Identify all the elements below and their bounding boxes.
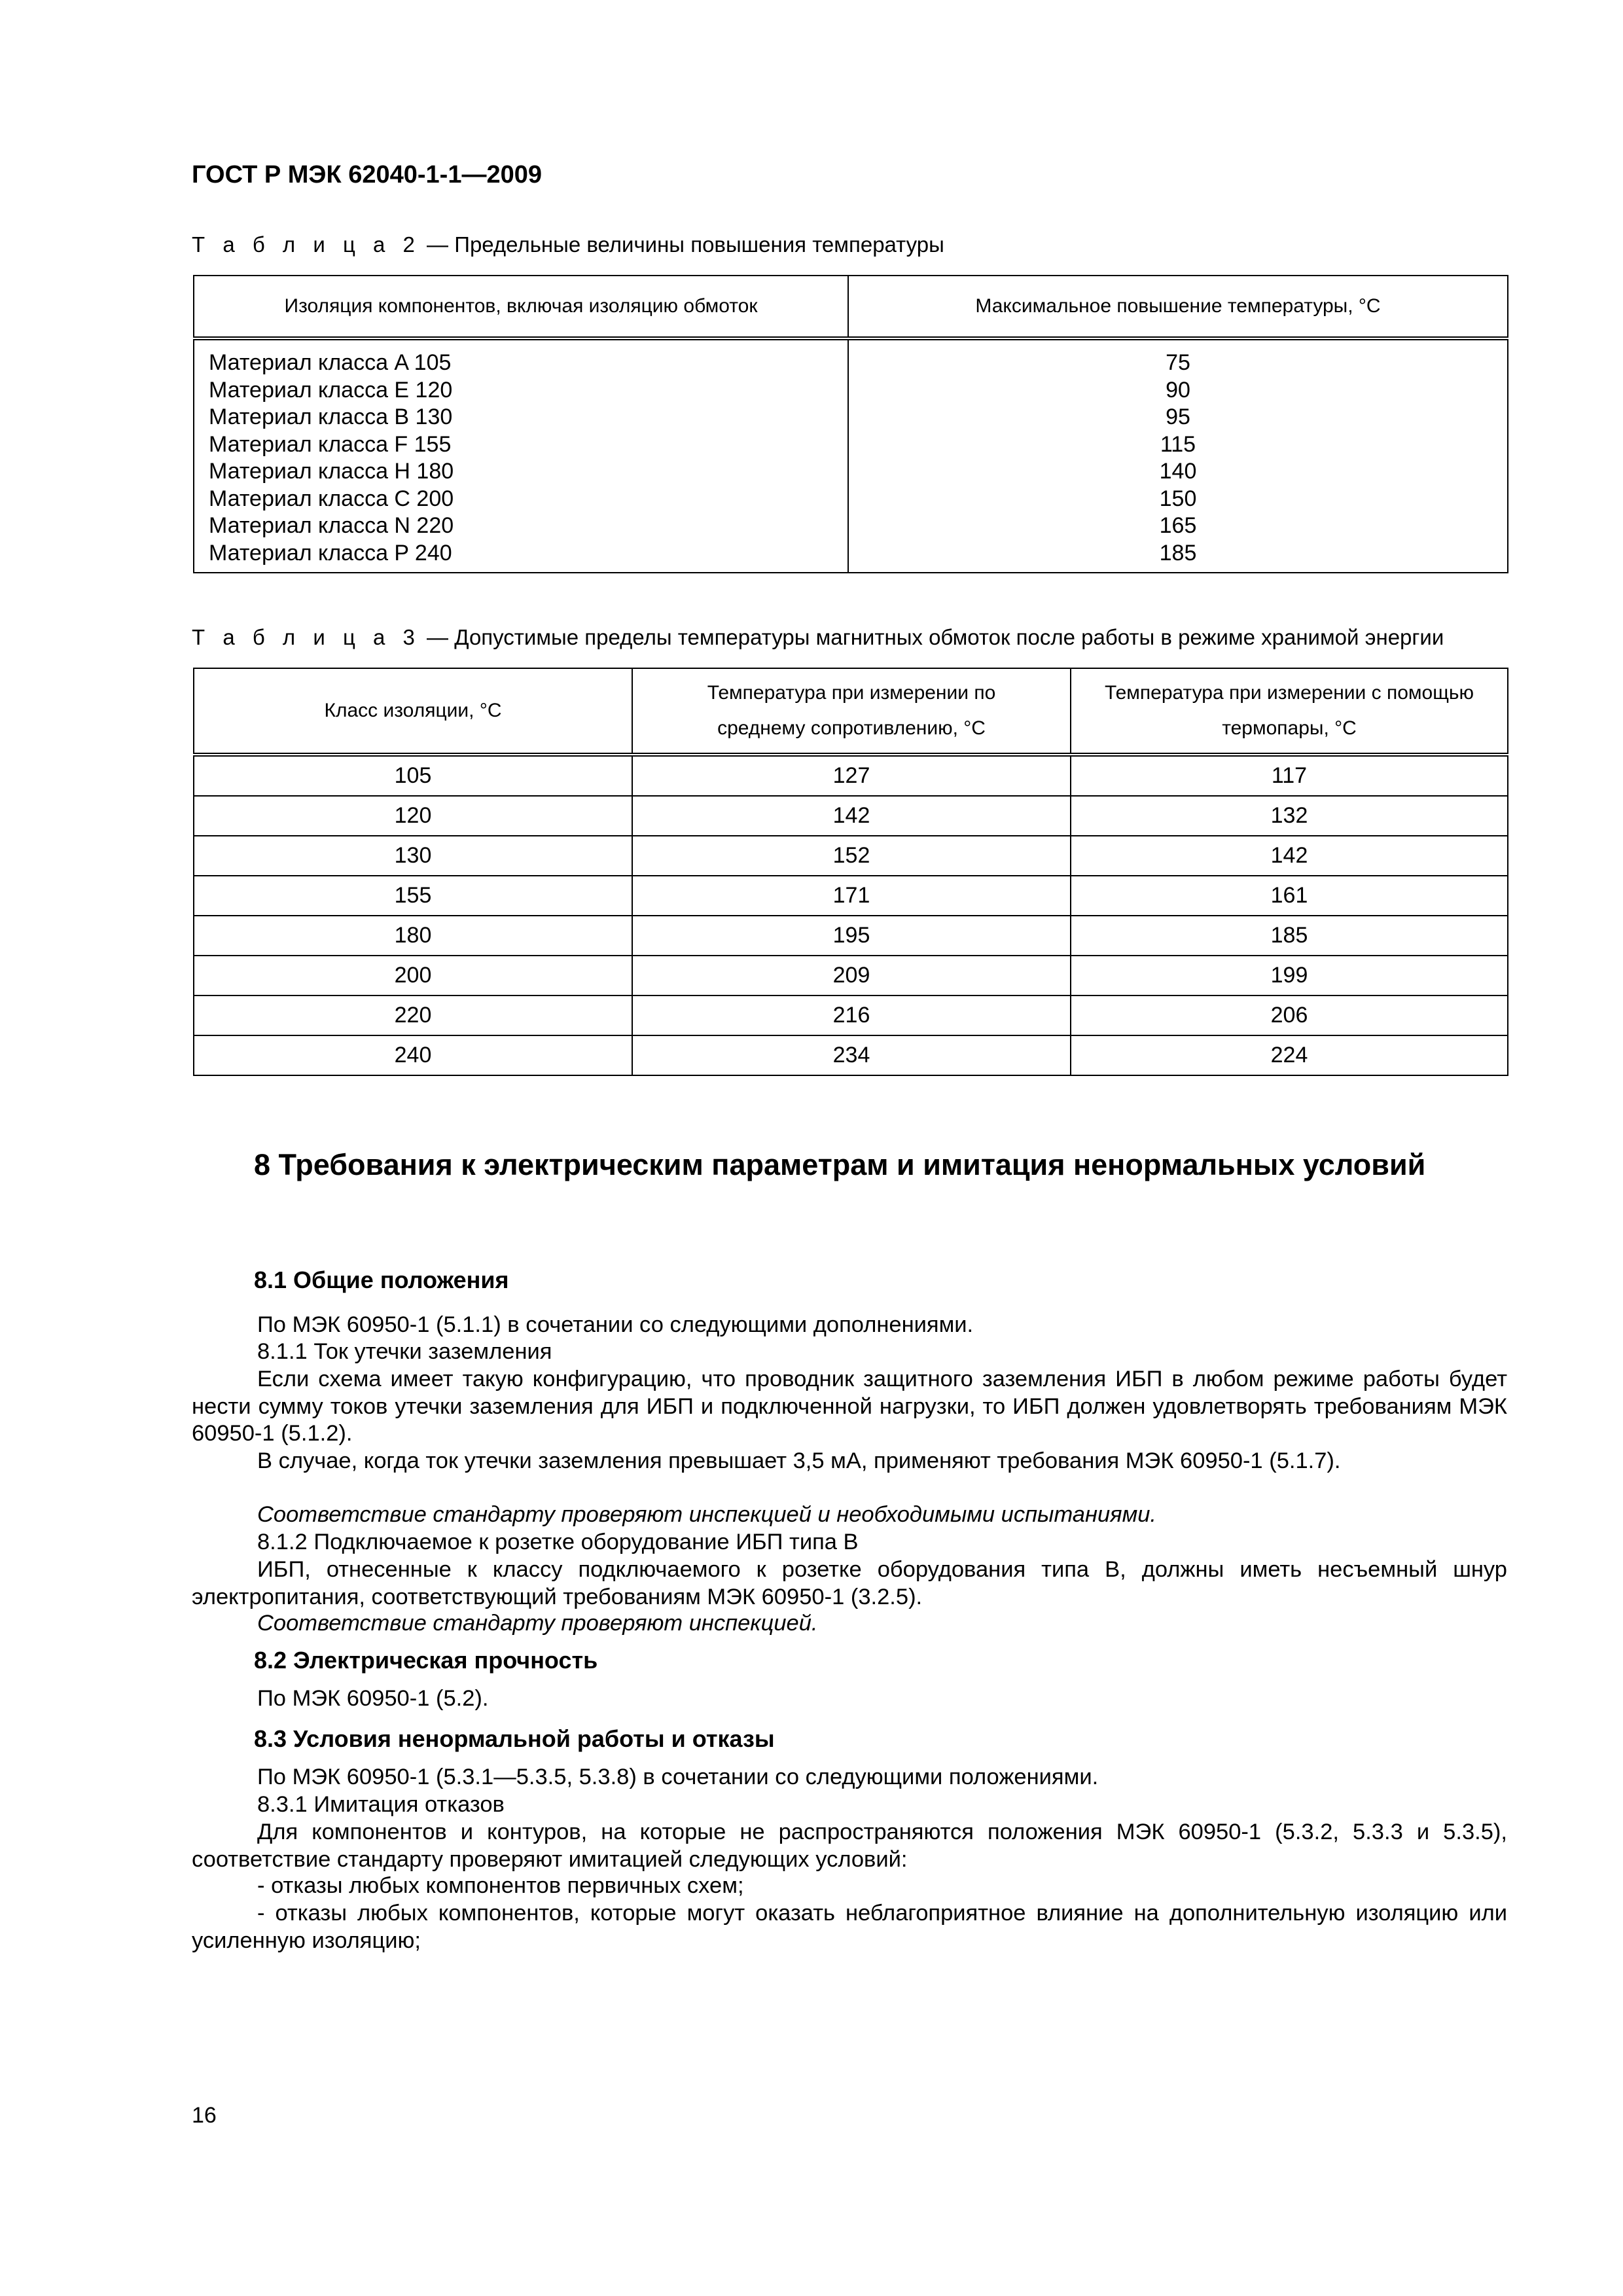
table-cell: 120 [194,796,632,836]
paragraph-text: ИБП, отнесенные к классу подключаемого к розетке оборудования типа B, должны иметь несъемный шнур электропитания, соответствующий требованиям МЭК 60950-1 (3.2.5). [192,1557,1507,1609]
table2-header-row [194,276,1508,338]
table2-col-max-rise: Максимальное повышение температуры, °С [848,276,1508,338]
section-8-1-intro: По МЭК 60950-1 (5.1.1) в сочетании со следующими дополнениями. [257,1312,974,1337]
table-cell: 180 [194,916,632,956]
table2-caption-text: — Предельные величины повышения температуры [420,232,944,257]
table-cell: Материал класса E 120 [209,377,453,403]
paragraph-text: Для компонентов и контуров, на которые не распространяются положения МЭК 60950-1 (5.3.2, 5.3.3 и 5.3.5), соответствие стандарту проверяют имитацией следующих условий: [192,1820,1507,1872]
table-cell: Материал класса H 180 [209,459,454,484]
table-cell: Материал класса B 130 [209,404,453,429]
table-cell: 95 [1166,404,1190,429]
page-number: 16 [192,2103,217,2128]
table-cell: 115 [1160,431,1196,457]
table-cell: 150 [1159,486,1197,511]
section-8-3-1-heading: 8.3.1 Имитация отказов [257,1792,505,1817]
table-cell: 209 [632,956,1071,996]
table3 [193,668,1508,1076]
table-row [194,1035,1508,1075]
table-cell: 224 [1071,1035,1508,1075]
table-cell: 105 [194,755,632,796]
table-cell: 132 [1071,796,1508,836]
table3-col-thermocouple: Температура при измерении с помощью термопары, °С [1071,668,1508,755]
table2 [193,275,1508,573]
table-cell: 216 [632,996,1071,1035]
table-row [194,796,1508,836]
table3-header-row [194,668,1508,755]
table2-body-row [194,338,1508,573]
section-8-2-text: По МЭК 60950-1 (5.2). [257,1686,489,1711]
table-cell: 234 [632,1035,1071,1075]
table3-col-resistance: Температура при измерении по среднему сопротивлению, °С [632,668,1071,755]
table-cell: Материал класса F 155 [209,431,452,457]
table2-materials-cell [194,338,848,573]
table3-caption-text: — Допустимые пределы температуры магнитных обмоток после работы в режиме хранимой энергии [420,625,1444,649]
section-8-1-1-compliance-note: Соответствие стандарту проверяют инспекцией и необходимыми испытаниями. [257,1502,1157,1527]
table-cell: 240 [194,1035,632,1075]
table-cell: 161 [1071,876,1508,916]
table2-col-insulation: Изоляция компонентов, включая изоляцию обмоток [194,276,848,338]
table-cell: 75 [1166,350,1190,375]
table-cell: 155 [194,876,632,916]
section-8-1-1-heading: 8.1.1 Ток утечки заземления [257,1339,552,1364]
table-cell: Материал класса N 220 [209,513,454,538]
section-8-2-heading: 8.2 Электрическая прочность [254,1647,598,1674]
table-cell: 185 [1071,916,1508,956]
section-8-1-1-paragraph-2 [192,1448,1507,1475]
table-cell: 220 [194,996,632,1035]
table-row [194,916,1508,956]
table-cell: Материал класса A 105 [209,350,452,375]
paragraph-text: - отказы любых компонентов, которые могут оказать неблагоприятное влияние на дополнительную изоляцию или усиленную изоляцию; [192,1901,1507,1953]
section-8-3-1-paragraph [192,1819,1507,1873]
list-item: - отказы любых компонентов первичных схем; [257,1873,744,1898]
table3-col-class: Класс изоляции, °С [194,668,632,755]
table-cell: 140 [1159,459,1197,484]
section-8-1-1-paragraph-1 [192,1366,1507,1448]
section-8-3-intro: По МЭК 60950-1 (5.3.1—5.3.5, 5.3.8) в сочетании со следующими положениями. [257,1765,1099,1789]
table-cell: 130 [194,836,632,876]
section-8-1-2-paragraph [192,1556,1507,1611]
table-cell: 142 [632,796,1071,836]
paragraph-text: В случае, когда ток утечки заземления превышает 3,5 мА, применяют требования МЭК 60950-1 (5.1.7). [257,1448,1341,1473]
table-row [194,956,1508,996]
table-row [194,996,1508,1035]
table-cell: 90 [1166,377,1190,403]
table-cell: 195 [632,916,1071,956]
table-cell: 165 [1159,513,1197,538]
table3-caption [192,625,1444,650]
table-cell: 117 [1071,755,1508,796]
table-cell: 200 [194,956,632,996]
section-8-1-heading: 8.1 Общие положения [254,1266,509,1293]
table-cell: Материал класса P 240 [209,540,452,565]
section-8-3-heading: 8.3 Условия ненормальной работы и отказы [254,1725,775,1752]
table-row [194,836,1508,876]
table-row [194,755,1508,796]
table-cell: 127 [632,755,1071,796]
table-cell: 185 [1159,540,1197,565]
table-cell: 152 [632,836,1071,876]
table-cell: 199 [1071,956,1508,996]
table2-caption-prefix: Т а б л и ц а 2 [192,232,421,257]
table3-caption-prefix: Т а б л и ц а 3 [192,625,421,649]
list-item [192,1900,1507,1954]
paragraph-text: Если схема имеет такую конфигурацию, что проводник защитного заземления ИБП в любом режиме работы будет нести сумму токов утечки заземления для ИБП и подключенной нагрузки, то ИБП должен удовлетворять требованиям МЭК 60950-1 (5.1.2). [192,1367,1507,1446]
section-8-1-2-heading: 8.1.2 Подключаемое к розетке оборудование ИБП типа B [257,1530,859,1554]
table2-values-cell [848,338,1508,573]
table-cell: 142 [1071,836,1508,876]
table-cell: 206 [1071,996,1508,1035]
document-code: ГОСТ Р МЭК 62040-1-1—2009 [192,161,542,188]
table-cell: Материал класса C 200 [209,486,454,511]
table-row [194,876,1508,916]
section-8-1-2-compliance-note: Соответствие стандарту проверяют инспекцией. [257,1611,818,1636]
table-cell: 171 [632,876,1071,916]
table2-caption [192,232,944,257]
section-8-heading: 8 Требования к электрическим параметрам и имитация ненормальных условий [254,1148,1426,1181]
